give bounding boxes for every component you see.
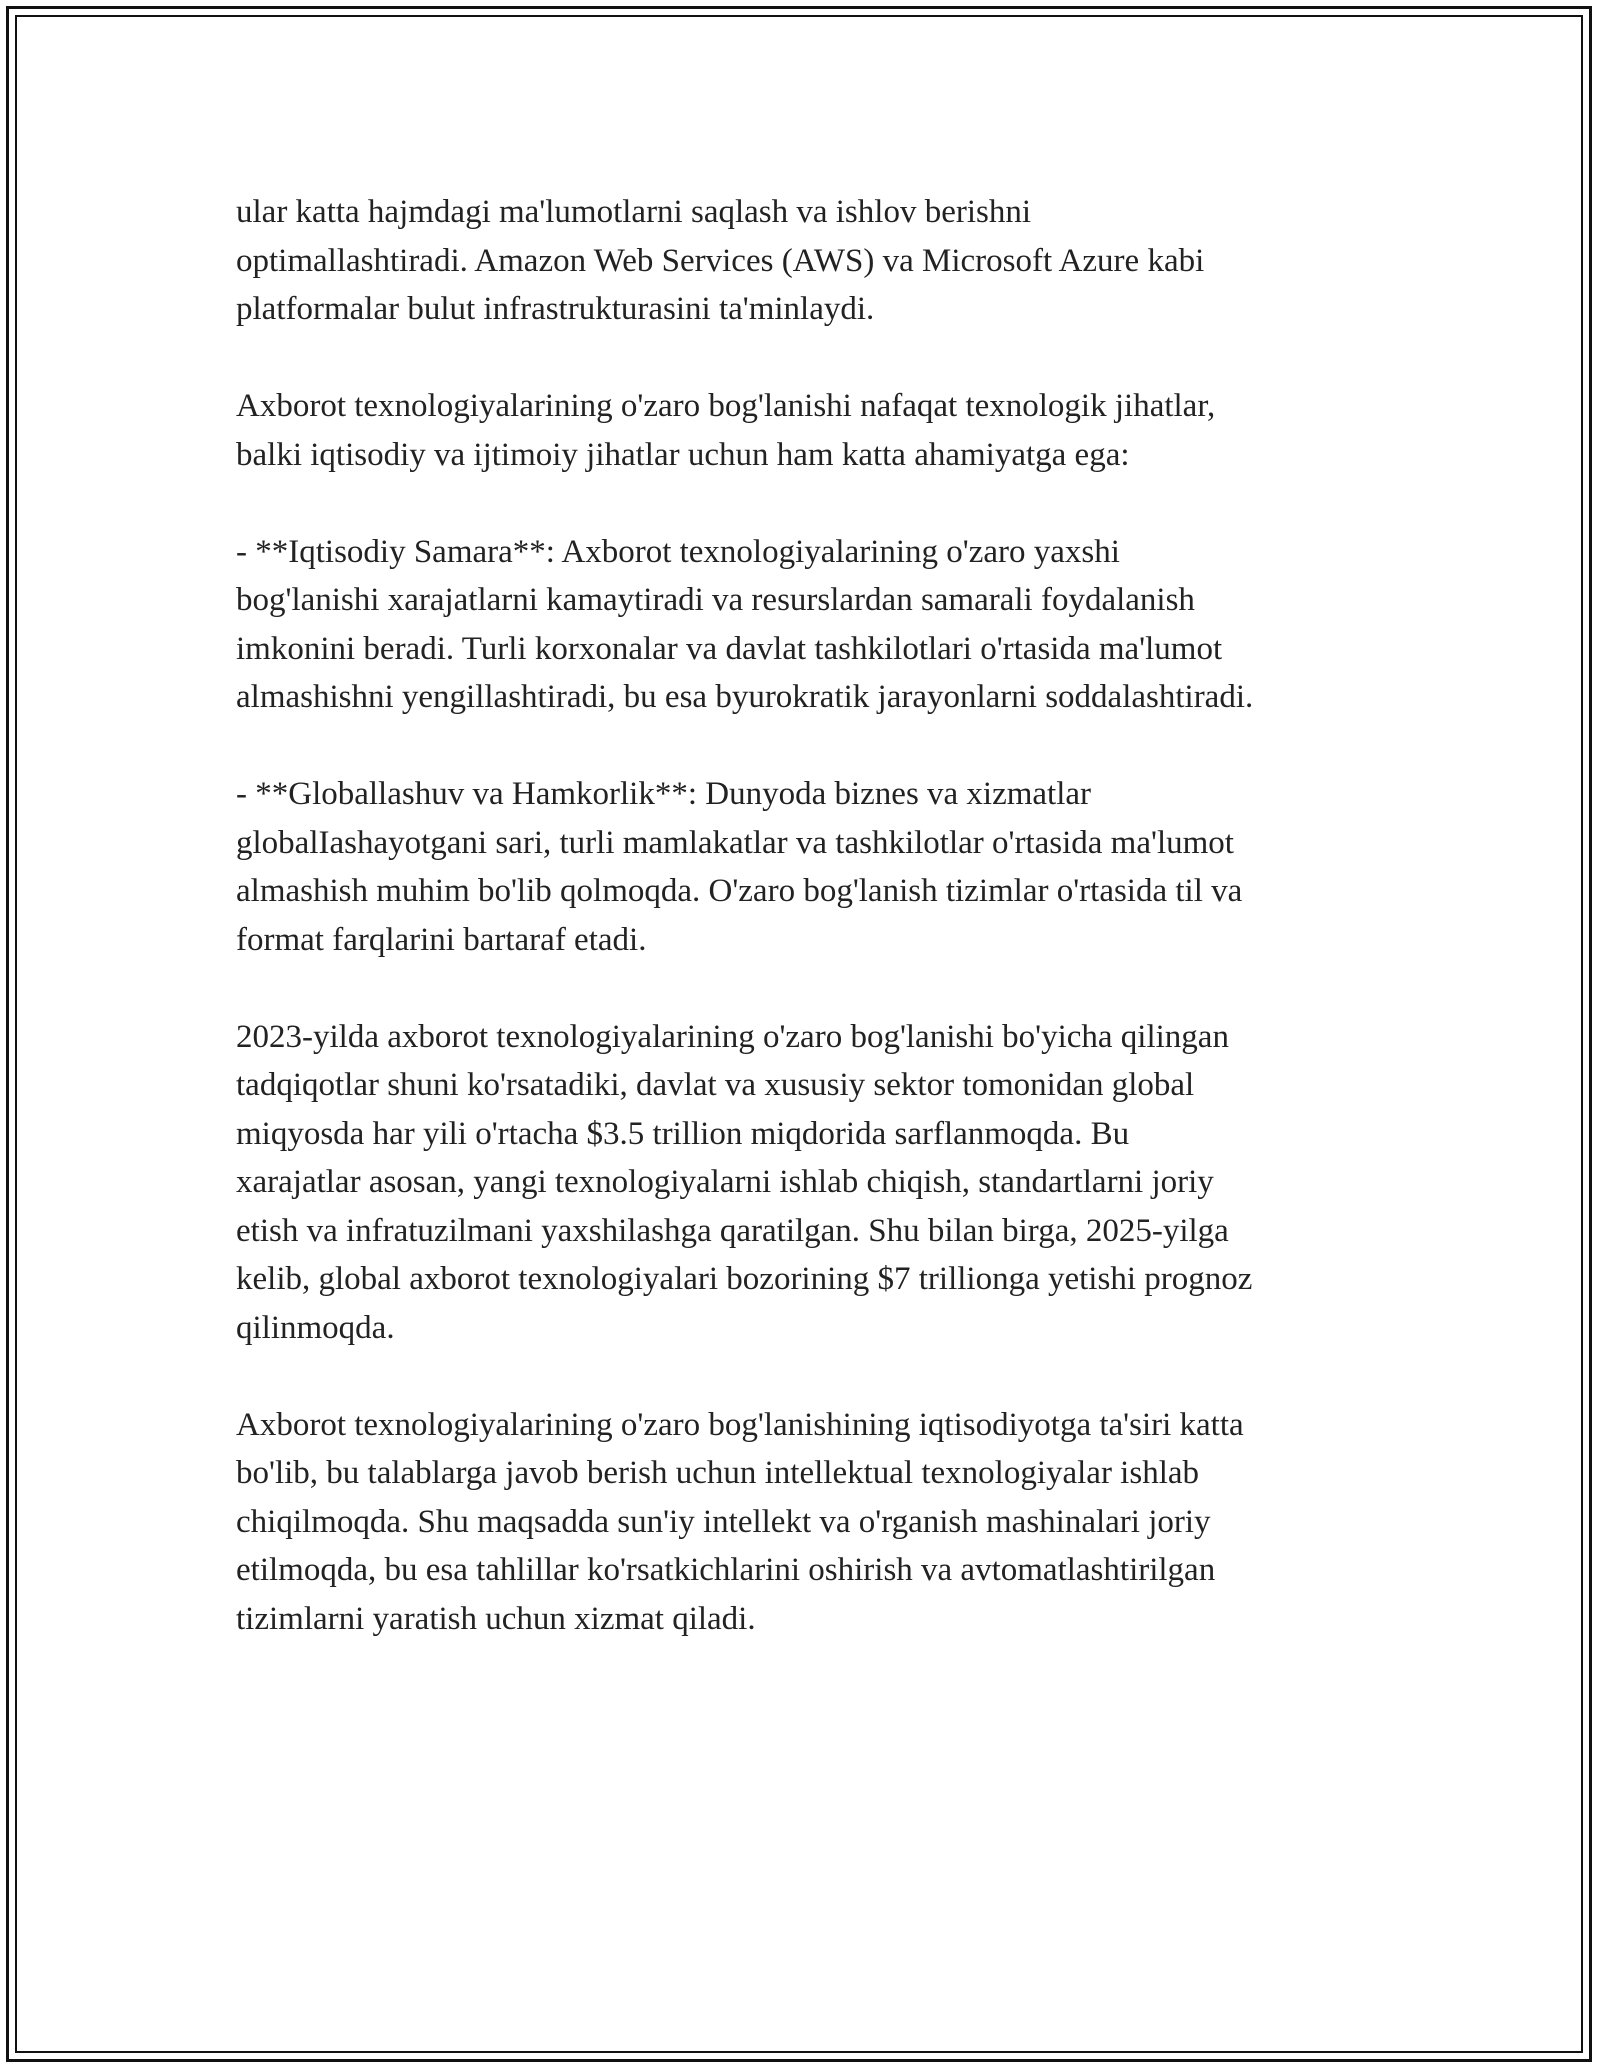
paragraph-2023-research: 2023-yilda axborot texnologiyalarining o'zaro bog'lanishi bo'yicha qilingan tadqiqotlar shuni ko'rsatadiki, davlat va xususiy sektor tomonidan global miqyosda har yili o'rtacha $3.5 trillion miqdorida sarflanmoqda. Bu xarajatlar asosan, yangi texnologiyalarni ishlab chiqish, standartlarni joriy etish va infratuzilmani yaxshilashga qaratilgan. Shu bilan birga, 2025-yilga kelib, global axborot texnologiyalari bozorining $7 trillionga yetishi prognoz qilinmoqda.: [236, 1018, 1253, 1346]
paragraph-interconnection-importance: Axborot texnologiyalarining o'zaro bog'lanishi nafaqat texnologik jihatlar, balki iqtisodiy va ijtimoiy jihatlar uchun ham katta ahamiyatga ega:: [236, 388, 1216, 473]
list-item-economic-effect: - **Iqtisodiy Samara**: Axborot texnologiyalarining o'zaro yaxshi bog'lanishi xarajatlarni kamaytiradi va resurslardan samarali foydalanish imkonini beradi. Turli korxonalar va davlat tashkilotlari o'rtasida ma'lumot almashishni yengillashtiradi, bu esa byurokratik jarayonlarni soddalashtiradi.: [236, 533, 1254, 715]
list-item-globalization: - **Globallashuv va Hamkorlik**: Dunyoda biznes va xizmatlar globalIashayotgani sari, turli mamlakatlar va tashkilotlar o'rtasida ma'lumot almashish muhim bo'lib qolmoqda. O'zaro bog'lanish tizimlar o'rtasida til va format farqlarini bartaraf etadi.: [236, 776, 1243, 958]
document-body: [236, 188, 1386, 1692]
paragraph-economic-impact: Axborot texnologiyalarining o'zaro bog'lanishining iqtisodiyotga ta'siri katta bo'lib, bu talablarga javob berish uchun intellektual texnologiyalar ishlab chiqilmoqda. Shu maqsadda sun'iy intellekt va o'rganish mashinalari joriy etilmoqda, bu esa tahlillar ko'rsatkichlarini oshirish va avtomatlashtirilgan tizimlarni yaratish uchun xizmat qiladi.: [236, 1406, 1244, 1637]
paragraph-cloud-platforms: ular katta hajmdagi ma'lumotlarni saqlash va ishlov berishni optimallashtiradi. Amazon Web Services (AWS) va Microsoft Azure kabi platformalar bulut infrastrukturasini ta'minlaydi.: [236, 194, 1205, 327]
